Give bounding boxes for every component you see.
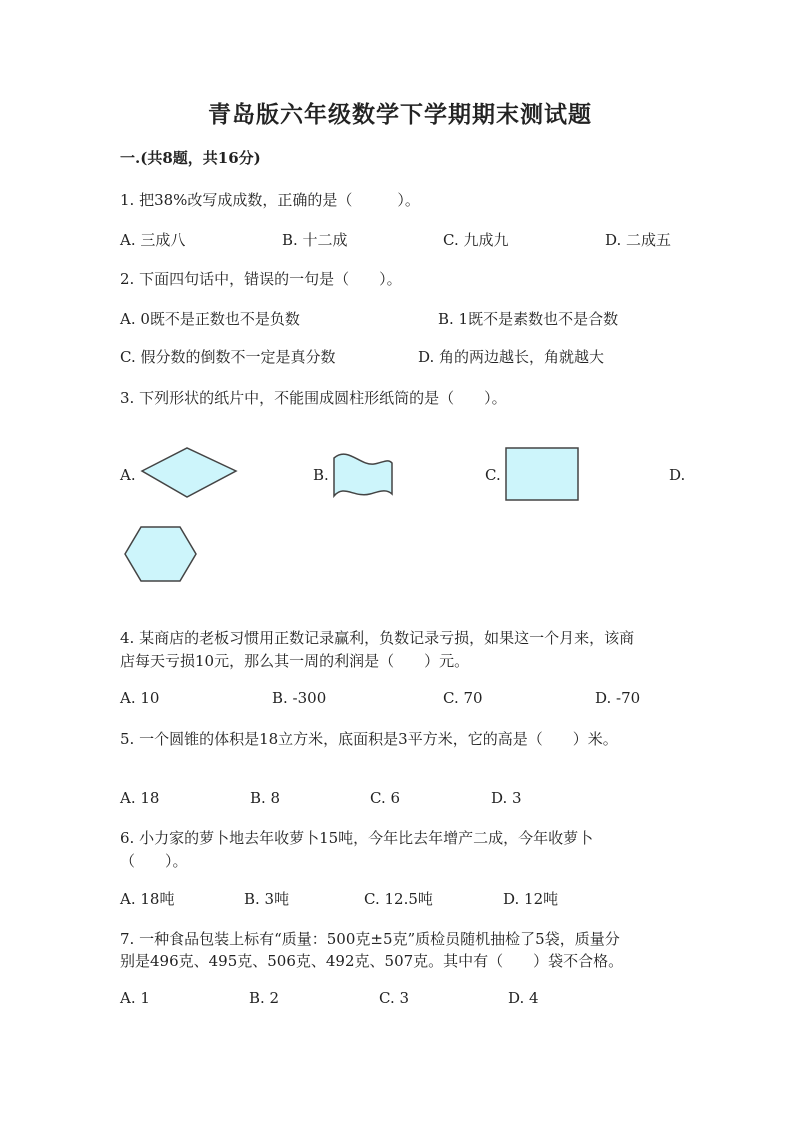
q5-option-d[interactable]: D. 3 bbox=[491, 789, 522, 807]
q1-option-a[interactable]: A. 三成八 bbox=[120, 231, 186, 249]
q1-option-d[interactable]: D. 二成五 bbox=[605, 231, 672, 249]
section-heading: 一.(共8题，共16分) bbox=[120, 149, 261, 167]
q1-option-c[interactable]: C. 九成九 bbox=[443, 231, 509, 249]
question-7-line-2: 别是496克、495克、506克、492克、507克。其中有（ ）袋不合格。 bbox=[120, 952, 624, 970]
q3-option-b[interactable]: B. bbox=[313, 466, 329, 484]
q3-option-a[interactable]: A. bbox=[120, 466, 136, 484]
q1-option-b[interactable]: B. 十二成 bbox=[282, 231, 348, 249]
question-6-line-2: （ ）。 bbox=[120, 852, 188, 870]
question-3: 3. 下列形状的纸片中，不能围成圆柱形纸筒的是（ ）。 bbox=[120, 389, 507, 407]
wavy-sheet-shape bbox=[330, 450, 396, 502]
page-title: 青岛版六年级数学下学期期末测试题 bbox=[208, 101, 592, 128]
q2-option-d[interactable]: D. 角的两边越长，角就越大 bbox=[418, 348, 605, 366]
q6-option-c[interactable]: C. 12.5吨 bbox=[364, 890, 433, 908]
q7-option-d[interactable]: D. 4 bbox=[508, 989, 539, 1007]
q6-option-b[interactable]: B. 3吨 bbox=[244, 890, 290, 908]
q2-option-c[interactable]: C. 假分数的倒数不一定是真分数 bbox=[120, 348, 336, 366]
q5-option-b[interactable]: B. 8 bbox=[250, 789, 281, 807]
q3-option-c[interactable]: C. bbox=[485, 466, 501, 484]
q4-option-b[interactable]: B. -300 bbox=[272, 689, 327, 707]
q7-option-b[interactable]: B. 2 bbox=[249, 989, 280, 1007]
hexagon-shape bbox=[122, 525, 200, 585]
q7-option-a[interactable]: A. 1 bbox=[120, 989, 150, 1007]
question-1: 1. 把38%改写成成数，正确的是（ ）。 bbox=[120, 191, 420, 209]
question-6-line-1: 6. 小力家的萝卜地去年收萝卜15吨，今年比去年增产二成，今年收萝卜 bbox=[120, 829, 594, 847]
q5-option-c[interactable]: C. 6 bbox=[370, 789, 401, 807]
question-4-line-1: 4. 某商店的老板习惯用正数记录赢利，负数记录亏损，如果这一个月来，该商 bbox=[120, 629, 635, 647]
question-4-line-2: 店每天亏损10元，那么其一周的利润是（ ）元。 bbox=[120, 652, 470, 670]
q2-option-b[interactable]: B. 1既不是素数也不是合数 bbox=[438, 310, 619, 328]
q7-option-c[interactable]: C. 3 bbox=[379, 989, 410, 1007]
q2-option-a[interactable]: A. 0既不是正数也不是负数 bbox=[120, 310, 300, 328]
question-7-line-1: 7. 一种食品包装上标有“质量：500克±5克”质检员随机抽检了5袋，质量分 bbox=[120, 930, 620, 948]
q6-option-a[interactable]: A. 18吨 bbox=[120, 890, 175, 908]
q3-option-d[interactable]: D. bbox=[669, 466, 686, 484]
q4-option-c[interactable]: C. 70 bbox=[443, 689, 483, 707]
q4-option-d[interactable]: D. -70 bbox=[595, 689, 641, 707]
question-2: 2. 下面四句话中，错误的一句是（ ）。 bbox=[120, 270, 402, 288]
rectangle-shape bbox=[504, 446, 582, 502]
q4-option-a[interactable]: A. 10 bbox=[120, 689, 160, 707]
question-5: 5. 一个圆锥的体积是18立方米，底面积是3平方米，它的高是（ ）米。 bbox=[120, 730, 618, 748]
rhombus-shape bbox=[140, 446, 240, 502]
q5-option-a[interactable]: A. 18 bbox=[120, 789, 160, 807]
q6-option-d[interactable]: D. 12吨 bbox=[503, 890, 559, 908]
